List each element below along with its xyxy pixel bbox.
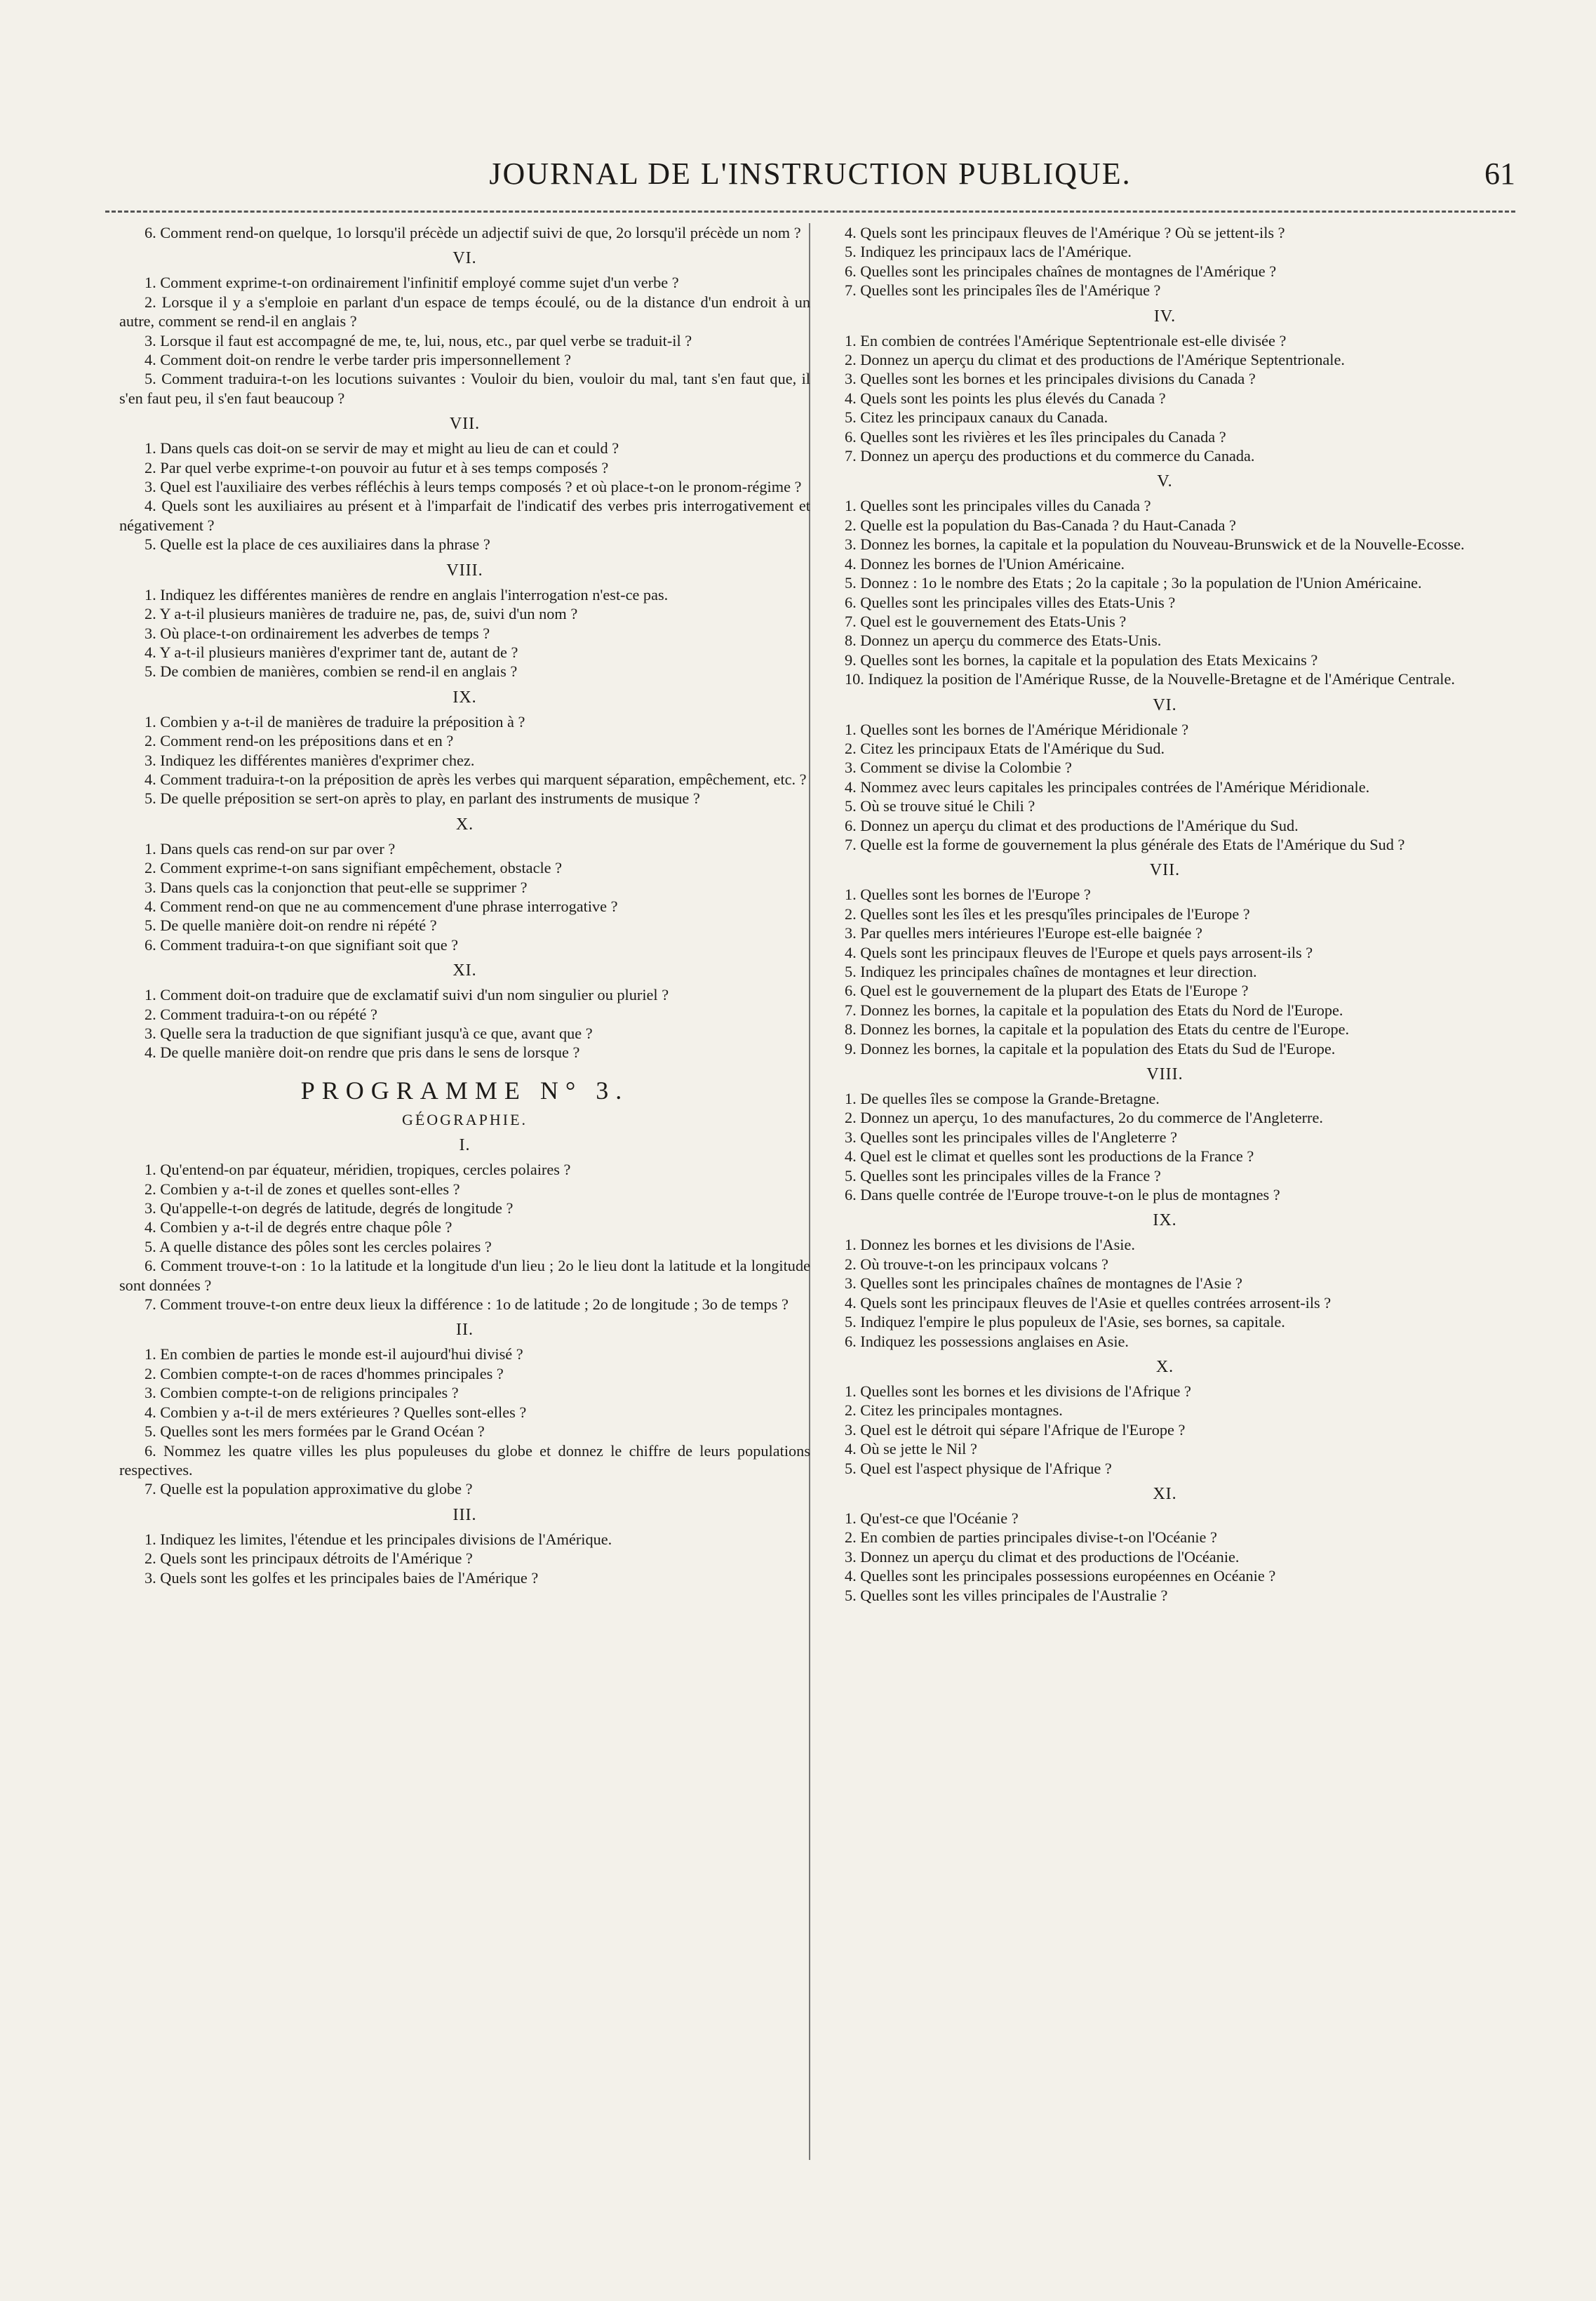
question: 3. Quel est l'auxiliaire des verbes réfléchis à leurs temps composés ? et où place-t-on le pronom-régime ? [145, 478, 802, 496]
question: 5. Indiquez les principales chaînes de montagnes et leur direction. [845, 963, 1257, 980]
geography-sections [119, 1135, 810, 1587]
question: 3. Qu'appelle-t-on degrés de latitude, degrés de longitude ? [145, 1199, 514, 1218]
question: 9. Donnez les bornes, la capitale et la population des Etats du Sud de l'Europe. [845, 1039, 1336, 1058]
question: 1. En combien de parties le monde est-il aujourd'hui divisé ? [145, 1345, 523, 1363]
question: 2. Combien y a-t-il de zones et quelles sont-elles ? [145, 1180, 460, 1198]
question: 1. Quelles sont les principales villes du Canada ? [845, 497, 1151, 515]
question: 4. Combien y a-t-il de mers extérieures ? Quelles sont-elles ? [145, 1403, 527, 1421]
journal-title: JOURNAL DE L'INSTRUCTION PUBLIQUE. [489, 156, 1132, 191]
question: 3. Quelle sera la traduction de que signifiant jusqu'à ce que, avant que ? [145, 1025, 593, 1042]
question-section [119, 1319, 810, 1498]
question-section [119, 413, 810, 554]
question: 2. Donnez un aperçu, 1o des manufactures, 2o du commerce de l'Angleterre. [845, 1109, 1323, 1127]
question: 7. Quelle est la population approximative du globe ? [145, 1480, 473, 1498]
question-section [119, 960, 810, 1062]
section-number: XI. [452, 961, 477, 980]
question: 6. Nommez les quatre villes les plus populeuses du globe et donnez le chiffre de leurs populations respectives. [119, 1441, 810, 1479]
question-section [119, 248, 810, 408]
question: 4. Quels sont les principaux fleuves de l'Amérique ? Où se jettent-ils ? [845, 224, 1285, 241]
left-column [119, 223, 810, 1592]
question: 6. Quel est le gouvernement de la plupart des Etats de l'Europe ? [845, 982, 1249, 1000]
header-rule [105, 211, 1515, 213]
question: 3. Lorsque il faut est accompagné de me, te, lui, nous, etc., par quel verbe se traduit-il ? [145, 331, 692, 349]
question: 4. Où se jette le Nil ? [845, 1440, 977, 1458]
question: 6. Comment rend-on quelque, 1o lorsqu'il précède un adjectif suivi de que, 2o lorsqu'il précède un nom ? [145, 224, 801, 241]
question: 2. Citez les principales montagnes. [845, 1401, 1063, 1420]
section-number: IX. [452, 688, 477, 707]
section-number: III. [452, 1505, 477, 1524]
question: 1. Quelles sont les bornes de l'Europe ? [845, 886, 1091, 904]
question: 6. Donnez un aperçu du climat et des productions de l'Amérique du Sud. [845, 816, 1299, 834]
section-number: V. [1157, 472, 1173, 491]
section-number: VI. [1153, 695, 1177, 714]
question: 3. Quels sont les golfes et les principales baies de l'Amérique ? [145, 1568, 539, 1587]
question: 7. Quelle est la forme de gouvernement la plus générale des Etats de l'Amérique du Sud ? [845, 835, 1405, 853]
question: 5. Indiquez les principaux lacs de l'Amérique. [845, 243, 1132, 261]
question: 6. Comment trouve-t-on : 1o la latitude et la longitude d'un lieu ; 2o le lieu dont la latitude et la longitude sont données ? [119, 1257, 810, 1294]
program-title: PROGRAMME N° 3. [300, 1076, 629, 1105]
question: 2. Comment traduira-t-on ou répété ? [145, 1005, 377, 1023]
question: 2. Citez les principaux Etats de l'Amérique du Sud. [845, 739, 1165, 757]
question: 3. Où place-t-on ordinairement les adverbes de temps ? [145, 624, 490, 642]
question: 1. Combien y a-t-il de manières de traduire la préposition à ? [145, 712, 525, 731]
question: 2. Quels sont les principaux détroits de l'Amérique ? [145, 1549, 473, 1568]
question: 4. Nommez avec leurs capitales les principales contrées de l'Amérique Méridionale. [845, 778, 1370, 796]
question: 5. Donnez : 1o le nombre des Etats ; 2o la capitale ; 3o la population de l'Union Américaine. [845, 574, 1422, 592]
question: 7. Quelles sont les principales îles de l'Amérique ? [845, 281, 1161, 300]
question-section [819, 860, 1510, 1058]
question: 2. Donnez un aperçu du climat et des productions de l'Amérique Septentrionale. [845, 351, 1345, 369]
question: 5. De quelle préposition se sert-on après to play, en parlant des instruments de musique ? [145, 789, 700, 808]
question: 1. Donnez les bornes et les divisions de l'Asie. [845, 1236, 1135, 1254]
section-number: II. [456, 1321, 474, 1340]
question: 4. Quelles sont les principales possessions européennes en Océanie ? [845, 1567, 1276, 1585]
program-subtitle: GÉOGRAPHIE. [401, 1110, 528, 1128]
question: 5. De quelle manière doit-on rendre ni répété ? [145, 916, 437, 935]
question: 2. En combien de parties principales divise-t-on l'Océanie ? [845, 1528, 1217, 1547]
section-number: IV. [1153, 307, 1176, 326]
question: 5. Quelle est la place de ces auxiliaires dans la phrase ? [145, 535, 490, 554]
question-section [819, 1064, 1510, 1204]
question: 10. Indiquez la position de l'Amérique Russe, de la Nouvelle-Bretagne et de l'Amérique Centrale. [845, 670, 1455, 688]
question: 2. Quelles sont les îles et les presqu'îles principales de l'Europe ? [845, 905, 1250, 923]
question: 2. Par quel verbe exprime-t-on pouvoir au futur et à ses temps composés ? [145, 458, 609, 476]
left-intro [119, 223, 810, 242]
page-number: 61 [1484, 156, 1515, 191]
question: 8. Donnez un aperçu du commerce des Etats-Unis. [845, 632, 1162, 650]
question: 3. Comment se divise la Colombie ? [845, 759, 1072, 777]
question: 4. Combien y a-t-il de degrés entre chaque pôle ? [145, 1218, 452, 1236]
question: 1. Qu'entend-on par équateur, méridien, tropiques, cercles polaires ? [145, 1161, 571, 1179]
right-intro [819, 223, 1510, 300]
question: 1. Dans quels cas rend-on sur par over ? [145, 839, 396, 858]
question: 4. Quels sont les points les plus élevés du Canada ? [845, 389, 1166, 407]
question: 2. Comment exprime-t-on sans signifiant empêchement, obstacle ? [145, 859, 563, 877]
right-column [819, 223, 1510, 1609]
question-section [119, 814, 810, 954]
question: 7. Donnez un aperçu des productions et du commerce du Canada. [845, 447, 1255, 465]
page-header [105, 156, 1515, 205]
question-section [119, 687, 810, 808]
section-number: I. [459, 1136, 471, 1155]
question: 2. Combien compte-t-on de races d'hommes principales ? [145, 1364, 504, 1382]
question: 5. Quel est l'aspect physique de l'Afrique ? [845, 1459, 1112, 1477]
question: 3. Quelles sont les bornes et les principales divisions du Canada ? [845, 370, 1256, 388]
question: 3. Quelles sont les principales chaînes de montagnes de l'Asie ? [845, 1274, 1242, 1293]
question: 1. Comment exprime-t-on ordinairement l'infinitif employé comme sujet d'un verbe ? [145, 274, 679, 292]
question: 7. Quel est le gouvernement des Etats-Unis ? [845, 612, 1127, 630]
question: 3. Indiquez les différentes manières d'exprimer chez. [145, 751, 475, 769]
question: 4. Quels sont les principaux fleuves de l'Asie et quelles contrées arrosent-ils ? [845, 1293, 1332, 1312]
right-sections [819, 306, 1510, 1605]
question-section [819, 1210, 1510, 1350]
question: 2. Comment rend-on les prépositions dans et en ? [145, 732, 454, 750]
question: 4. Quels sont les auxiliaires au présent et à l'imparfait de l'indicatif des verbes pris interrogativement et négativement ? [119, 497, 810, 534]
question: 1. Qu'est-ce que l'Océanie ? [845, 1509, 1019, 1527]
question: 5. De combien de manières, combien se rend-il en anglais ? [145, 662, 518, 681]
question: 5. Citez les principaux canaux du Canada. [845, 408, 1108, 427]
question: 3. Combien compte-t-on de religions principales ? [145, 1384, 459, 1402]
question: 4. Quel est le climat et quelles sont les productions de la France ? [845, 1147, 1254, 1166]
question: 5. Quelles sont les mers formées par le Grand Océan ? [145, 1422, 485, 1441]
section-number: VIII. [1146, 1065, 1183, 1084]
question: 7. Comment trouve-t-on entre deux lieux la différence : 1o de latitude ; 2o de longitude ; 3o de temps ? [145, 1295, 789, 1314]
question: 4. Y a-t-il plusieurs manières d'exprimer tant de, autant de ? [145, 643, 518, 661]
question: 1. Indiquez les limites, l'étendue et les principales divisions de l'Amérique. [145, 1530, 612, 1548]
section-number: VIII. [446, 561, 483, 580]
question: 9. Quelles sont les bornes, la capitale et la population des Etats Mexicains ? [845, 651, 1318, 669]
section-number: XI. [1153, 1484, 1177, 1503]
section-number: VII. [449, 415, 481, 434]
question: 4. Comment traduira-t-on la préposition de après les verbes qui marquent séparation, empêchement, etc. ? [145, 770, 807, 788]
question: 2. Y a-t-il plusieurs manières de traduire ne, pas, de, suivi d'un nom ? [145, 605, 578, 623]
question: 5. Où se trouve situé le Chili ? [845, 797, 1035, 815]
section-number: X. [1155, 1357, 1174, 1376]
section-number: VII. [1149, 861, 1181, 880]
left-sections [119, 248, 810, 1062]
question: 2. Quelle est la population du Bas-Canada ? du Haut-Canada ? [845, 516, 1236, 534]
question: 4. Comment doit-on rendre le verbe tarder pris impersonnellement ? [145, 351, 572, 369]
question: 1. Quelles sont les bornes et les divisions de l'Afrique ? [845, 1382, 1191, 1400]
question: 1. Comment doit-on traduire que de exclamatif suivi d'un nom singulier ou pluriel ? [145, 986, 669, 1004]
question-section [819, 306, 1510, 466]
section-number: VI. [452, 249, 477, 268]
question: 3. Dans quels cas la conjonction that peut-elle se supprimer ? [145, 878, 528, 896]
section-number: X. [455, 815, 474, 834]
question: 3. Par quelles mers intérieures l'Europe est-elle baignée ? [845, 924, 1202, 942]
question-section [819, 1356, 1510, 1478]
question-section [119, 560, 810, 681]
question: 5. Indiquez l'empire le plus populeux de l'Asie, ses bornes, sa capitale. [845, 1313, 1285, 1331]
question-section [119, 1505, 810, 1587]
question: 3. Quel est le détroit qui sépare l'Afrique de l'Europe ? [845, 1420, 1186, 1439]
question: 1. Quelles sont les bornes de l'Amérique Méridionale ? [845, 720, 1189, 738]
question: 3. Donnez les bornes, la capitale et la population du Nouveau-Brunswick et de la Nouvelle-Ecosse. [845, 535, 1465, 554]
question: 8. Donnez les bornes, la capitale et la population des Etats du centre de l'Europe. [845, 1020, 1350, 1039]
question: 2. Où trouve-t-on les principaux volcans ? [845, 1255, 1108, 1273]
question: 1. Dans quels cas doit-on se servir de may et might au lieu de can et could ? [145, 439, 619, 458]
question: 1. En combien de contrées l'Amérique Septentrionale est-elle divisée ? [845, 331, 1287, 349]
question: 3. Quelles sont les principales villes de l'Angleterre ? [845, 1128, 1177, 1146]
question: 7. Donnez les bornes, la capitale et la population des Etats du Nord de l'Europe. [845, 1001, 1343, 1019]
section-number: IX. [1153, 1211, 1177, 1230]
question: 3. Donnez un aperçu du climat et des productions de l'Océanie. [845, 1547, 1240, 1566]
question: 4. Comment rend-on que ne au commencement d'une phrase interrogative ? [145, 897, 618, 915]
question: 5. Quelles sont les principales villes de la France ? [845, 1166, 1161, 1185]
question: 6. Quelles sont les principales villes des Etats-Unis ? [845, 593, 1176, 611]
question: 5. Quelles sont les villes principales de l'Australie ? [845, 1586, 1168, 1604]
question: 2. Lorsque il y a s'emploie en parlant d'un espace de temps écoulé, ou de la distance d'un endroit à un autre, comment se rend-il en anglais ? [119, 293, 810, 331]
question: 5. A quelle distance des pôles sont les cercles polaires ? [145, 1237, 492, 1255]
question: 4. De quelle manière doit-on rendre que pris dans le sens de lorsque ? [145, 1043, 580, 1062]
question: 6. Indiquez les possessions anglaises en Asie. [845, 1332, 1129, 1350]
question-section [819, 1483, 1510, 1605]
question: 4. Donnez les bornes de l'Union Américaine. [845, 554, 1125, 573]
question: 6. Comment traduira-t-on que signifiant soit que ? [145, 935, 459, 954]
question: 6. Quelles sont les rivières et les îles principales du Canada ? [845, 427, 1226, 446]
question-section [819, 471, 1510, 688]
question-section [119, 1135, 810, 1314]
question: 1. Indiquez les différentes manières de rendre en anglais l'interrogation n'est-ce pas. [145, 585, 669, 603]
question: 6. Quelles sont les principales chaînes de montagnes de l'Amérique ? [845, 262, 1277, 280]
question: 4. Quels sont les principaux fleuves de l'Europe et quels pays arrosent-ils ? [845, 943, 1313, 961]
question: 1. De quelles îles se compose la Grande-Bretagne. [845, 1090, 1160, 1108]
question: 5. Comment traduira-t-on les locutions suivantes : Vouloir du bien, vouloir du mal, tant s'en faut que, il s'en faut peu, il s'en faut beaucoup ? [119, 370, 810, 407]
question-section [819, 695, 1510, 855]
question: 6. Dans quelle contrée de l'Europe trouve-t-on le plus de montagnes ? [845, 1186, 1280, 1204]
